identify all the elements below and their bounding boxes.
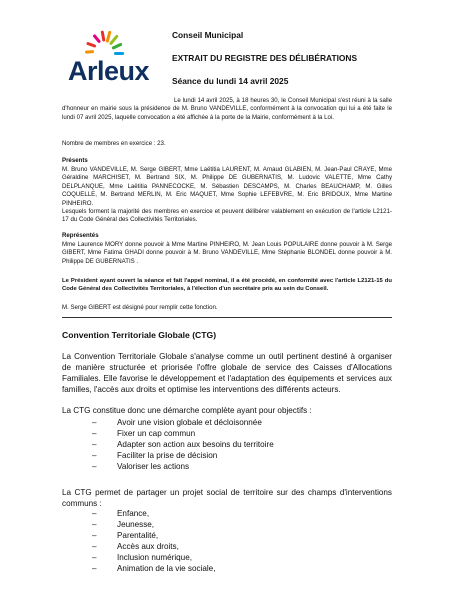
list-dash: – — [92, 564, 97, 573]
session-date: Séance du lundi 14 avril 2025 — [172, 76, 289, 86]
objective-item — [92, 417, 274, 428]
list-dash: – — [92, 542, 97, 551]
field-item — [92, 519, 215, 530]
council-title: Conseil Municipal — [172, 30, 244, 40]
objective-item-label: Fixer un cap commun — [117, 429, 196, 438]
section-divider — [62, 317, 392, 318]
ctg-paragraph-2: La CTG constitue donc une démarche complète ayant pour objectifs : — [62, 406, 312, 415]
members-count: Nombre de membres en exercice : 23. — [62, 140, 166, 147]
field-item-label: Enfance, — [117, 509, 150, 518]
field-item — [92, 541, 215, 552]
objective-item-label: Valoriser les actions — [117, 462, 190, 471]
list-dash: – — [92, 553, 97, 562]
field-item — [92, 530, 215, 541]
ctg-paragraph-1: La Convention Territoriale Globale s'analyse comme un outil pertinent destiné à organiser de manière structurée et priorisée l'offre globale de service des Caisses d'Allocations Familiales. Elle favorise le développement et l'adaptation des équipements et services aux familles, l'accès aux droits et optimise les interventions des différents acteurs. — [62, 352, 392, 394]
field-item — [92, 563, 215, 574]
quorum-statement: Lesquels forment la majorité des membres en exercice et peuvent délibérer valablement en exécution de l'article L2121-17 du Code Général des Collectivités Territoriales. — [62, 208, 392, 224]
field-item — [92, 508, 215, 519]
objective-item — [92, 439, 274, 450]
objective-item — [92, 461, 274, 472]
list-dash: – — [92, 440, 97, 449]
field-item — [92, 552, 215, 563]
present-list: M. Bruno VANDEVILLE, M. Serge GIBERT, Mme Laëtitia LAURENT, M. Arnaud GLABIEN, M. Jean-Paul CRAYE, Mme Géraldine MARCHISET, M. Bertrand SIX, M. Philippe DE GUBERNATIS, M. Ludovic VALETTE, Mme Cathy DELPLANQUE, Mme Laëtitia PANNECOCKE, M. Sébastien DESCAMPS, M. Charles BEAUCHAMP, M. Gilles COQUELLE, M. Bertrand MERLIN, M. Eric MAQUET, Mme Sophie LEFEBVRE, M. Eric BRIDOUX, Mme Martine PINHEIRO. — [62, 166, 392, 207]
section-title: Convention Territoriale Globale (CTG) — [62, 330, 217, 340]
field-item-label: Animation de la vie sociale, — [117, 564, 216, 573]
field-item-label: Jeunesse, — [117, 520, 155, 529]
objectives-list — [92, 417, 274, 472]
list-dash: – — [92, 520, 97, 529]
objective-item-label: Faciliter la prise de décision — [117, 451, 218, 460]
field-item-label: Inclusion numérique, — [117, 553, 192, 562]
represented-heading: Représentés — [62, 232, 99, 239]
field-item-label: Accès aux droits, — [117, 542, 179, 551]
opening-statement: Le Président ayant ouvert la séance et fait l'appel nominal, il a été procédé, en conformité avec l'article L2121-15 du Code Général des Collectivités Territoriales, à l'élection d'un secrétaire pris au sein du Conseil. — [62, 278, 392, 293]
present-heading: Présents — [62, 157, 88, 164]
list-dash: – — [92, 418, 97, 427]
ctg-paragraph-3: La CTG permet de partager un projet social de territoire sur des champs d'interventions communs : — [62, 488, 392, 508]
objective-item — [92, 428, 274, 439]
list-dash: – — [92, 451, 97, 460]
register-title: EXTRAIT DU REGISTRE DES DÉLIBÉRATIONS — [172, 53, 358, 63]
objective-item-label: Adapter son action aux besoins du territoire — [117, 440, 274, 449]
intro-paragraph: Le lundi 14 avril 2025, à 18 heures 30, le Conseil Municipal s'est réuni à la salle d'honneur en mairie sous la présidence de M. Bruno VANDEVILLE, conformément à la convocation qui lui a été faite le lundi 07 avril 2025, laquelle convocation a été affichée à la porte de la Mairie, conformément à la Loi. — [62, 97, 392, 121]
arleux-logo — [60, 26, 170, 96]
logo-wordmark: Arleux — [68, 56, 150, 86]
list-dash: – — [92, 531, 97, 540]
secretary-statement: M. Serge GIBERT est désigné pour remplir cette fonction. — [62, 304, 218, 311]
fields-list — [92, 508, 215, 574]
list-dash: – — [92, 462, 97, 471]
list-dash: – — [92, 429, 97, 438]
objective-item-label: Avoir une vision globale et décloisonnée — [117, 418, 262, 427]
objective-item — [92, 450, 274, 461]
list-dash: – — [92, 509, 97, 518]
field-item-label: Parentalité, — [117, 531, 159, 540]
represented-list: Mme Laurence MORY donne pouvoir à Mme Martine PINHEIRO, M. Jean Louis POPULAIRE donne pouvoir à M. Serge GIBERT, Mme Fatima GHADI donne pouvoir à M. Bruno VANDEVILLE, Mme Stéphanie BLONDEL donne pouvoir à M. Philippe DE GUBERNATIS . — [62, 241, 392, 265]
